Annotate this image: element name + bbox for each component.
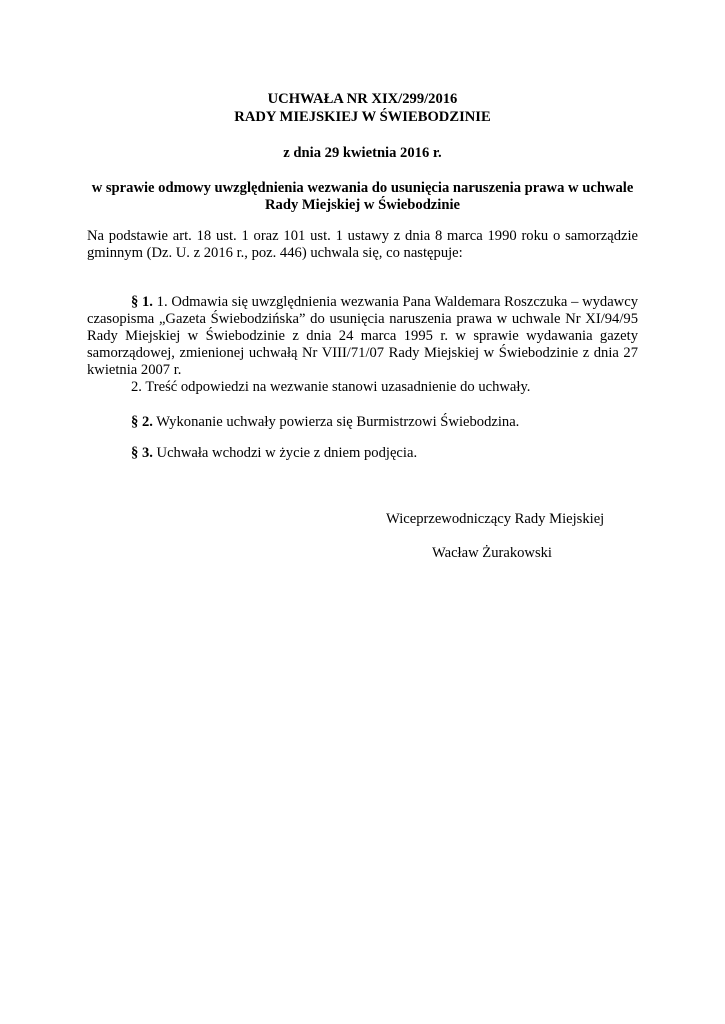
section-2-label: § 2.: [131, 414, 153, 430]
resolution-number: UCHWAŁA NR XIX/299/2016: [267, 91, 458, 107]
signatory-name: Wacław Żurakowski: [432, 545, 552, 561]
section-1-label: § 1.: [131, 294, 153, 310]
signatory-role: Wiceprzewodniczący Rady Miejskiej: [386, 511, 605, 527]
subject-line-2: Rady Miejskiej w Świebodzinie: [265, 197, 460, 213]
section-1-text: 1. Odmawia się uwzględnienia wezwania Pana Waldemara Roszczuka – wydawcy czasopisma „Gazeta Świebodzińska” do usunięcia naruszenia prawa w uchwale Nr XI/94/95 Rady Miejskiej w Świebodzinie z dnia 24 marca 1995 r. w sprawie wydawania gazety samorządowej, zmienionej uchwałą Nr VIII/71/07 Rady Miejskiej w Świebodzinie z dnia 27 kwietnia 2007 r.: [87, 294, 638, 378]
preamble: Na podstawie art. 18 ust. 1 oraz 101 ust. 1 ustawy z dnia 8 marca 1990 roku o samorządzie gminnym (Dz. U. z 2016 r., poz. 446) uchwala się, co następuje:: [87, 228, 638, 261]
section-3-text: Uchwała wchodzi w życie z dniem podjęcia.: [152, 445, 418, 461]
section-2-text: Wykonanie uchwały powierza się Burmistrzowi Świebodzina.: [152, 414, 520, 430]
resolution-date: z dnia 29 kwietnia 2016 r.: [283, 145, 442, 161]
council-name: RADY MIEJSKIEJ W ŚWIEBODZINIE: [234, 109, 491, 125]
section-3-label: § 3.: [131, 445, 153, 461]
subject-line-1: w sprawie odmowy uwzględnienia wezwania do usunięcia naruszenia prawa w uchwale: [91, 180, 634, 196]
section-1-paragraph-2: 2. Treść odpowiedzi na wezwanie stanowi uzasadnienie do uchwały.: [131, 379, 531, 395]
section-3: [131, 445, 417, 462]
section-1-paragraph-1: [87, 294, 638, 379]
section-2: [131, 414, 519, 431]
